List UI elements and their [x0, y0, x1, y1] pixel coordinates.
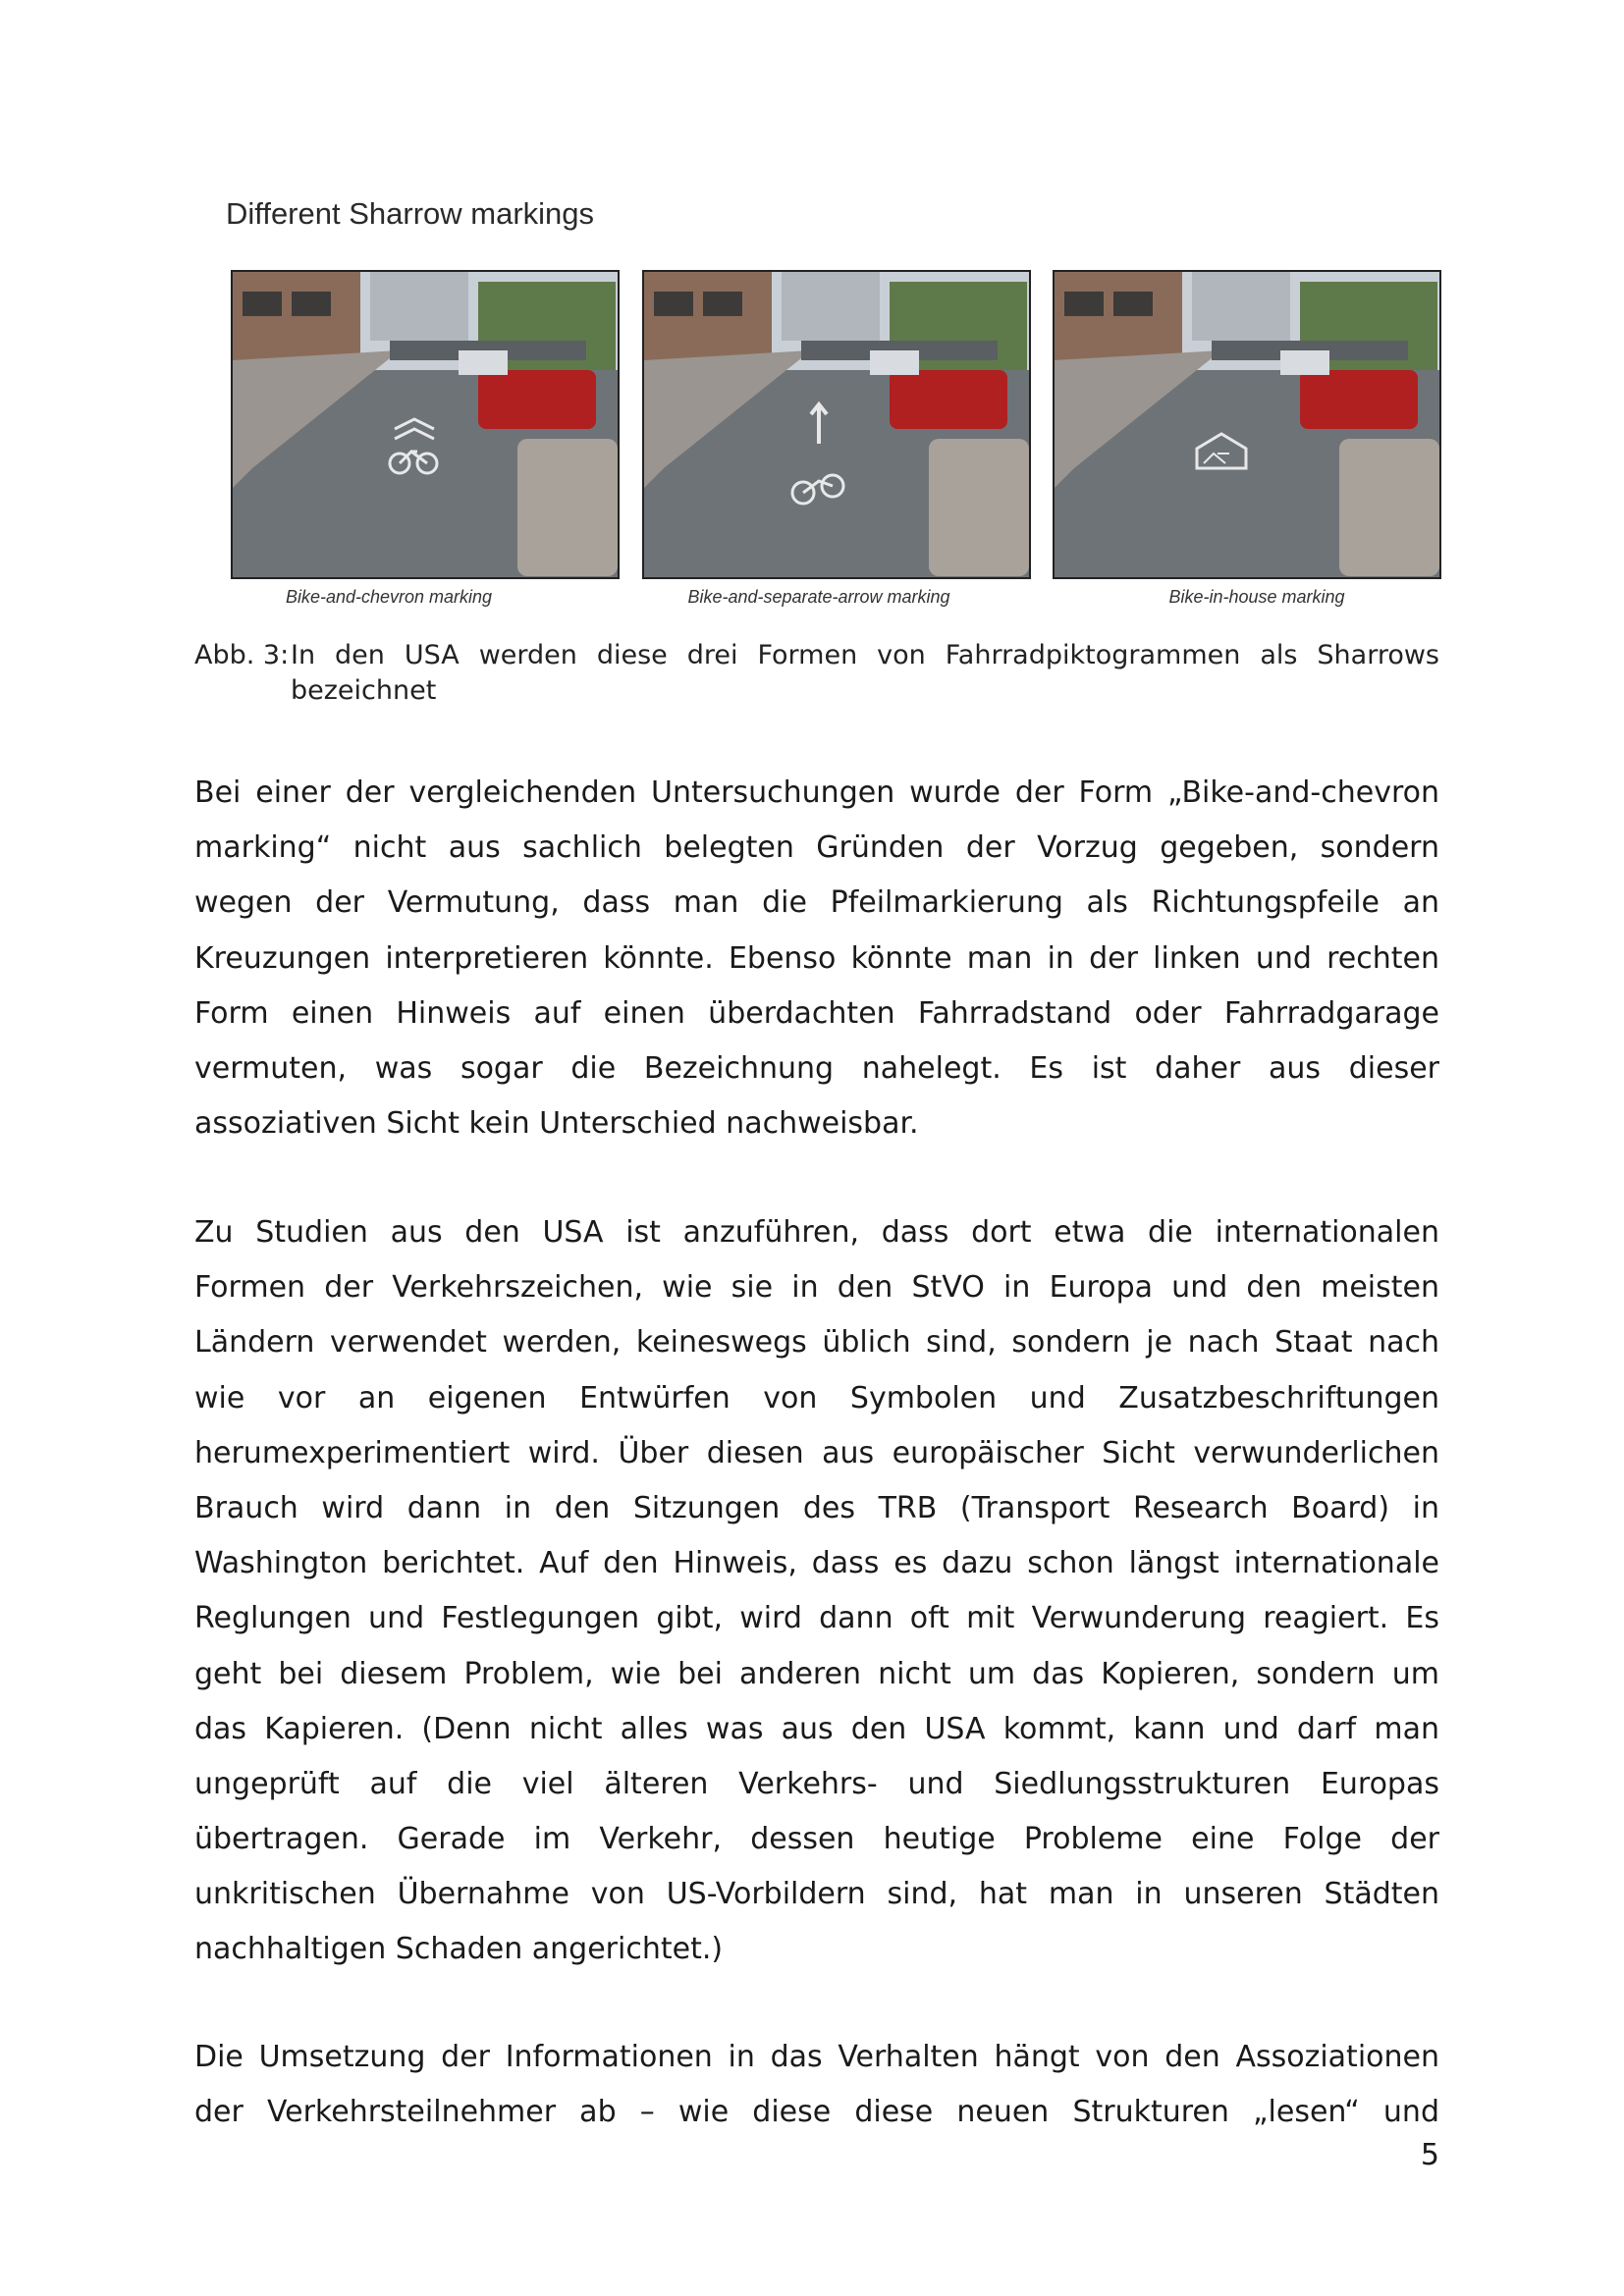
figure-caption-line: bezeichnet	[291, 675, 437, 706]
text-line: das Kapieren. (Denn nicht alles was aus den USA kommt, kann und darf man	[194, 1711, 1439, 1746]
text-line: Formen der Verkehrszeichen, wie sie in den StVO in Europa und den meisten	[194, 1270, 1439, 1306]
text-line: wegen der Vermutung, dass man die Pfeilmarkierung als Richtungspfeile an	[194, 885, 1439, 921]
text-line: herumexperimentiert wird. Über diesen aus europäischer Sicht verwunderlichen	[194, 1435, 1439, 1470]
text-line: Reglungen und Festlegungen gibt, wird dann oft mit Verwunderung reagiert. Es	[194, 1601, 1439, 1636]
text-line: Washington berichtet. Auf den Hinweis, dass es dazu schon längst internationale	[194, 1546, 1439, 1581]
text-line: Form einen Hinweis auf einen überdachten Fahrradstand oder Fahrradgarage	[194, 995, 1439, 1031]
photo-caption-arrow: Bike-and-separate-arrow marking	[687, 587, 950, 607]
street-photo-arrow	[642, 270, 1031, 579]
text-line: Bei einer der vergleichenden Untersuchungen wurde der Form „Bike-and-chevron	[194, 775, 1439, 810]
paragraph-1	[194, 766, 1439, 1151]
text-line: unkritischen Übernahme von US-Vorbildern sind, hat man in unseren Städten	[194, 1877, 1439, 1912]
street-photo-house	[1053, 270, 1441, 579]
text-line: der Verkehrsteilnehmer ab – wie diese diese neuen Strukturen „lesen“ und	[194, 2095, 1439, 2130]
photo-caption-chevron: Bike-and-chevron marking	[285, 587, 493, 607]
paragraph-3	[194, 2030, 1439, 2140]
page-number: 5	[1420, 2138, 1439, 2172]
figure-title: Different Sharrow markings	[226, 196, 595, 231]
text-line: assoziativen Sicht kein Unterschied nachweisbar.	[194, 1106, 919, 1142]
text-line: vermuten, was sogar die Bezeichnung nahelegt. Es ist daher aus dieser	[194, 1050, 1439, 1086]
figure-caption-line: In den USA werden diese drei Formen von Fahrradpiktogrammen als Sharrows	[291, 640, 1439, 670]
text-line: wie vor an eigenen Entwürfen von Symbolen und Zusatzbeschriftungen	[194, 1380, 1439, 1415]
paragraph-2	[194, 1205, 1439, 1978]
figure-caption-label: Abb. 3:	[194, 640, 290, 670]
text-line: nachhaltigen Schaden angerichtet.)	[194, 1932, 724, 1967]
text-line: Ländern verwendet werden, keineswegs üblich sind, sondern je nach Staat nach	[194, 1325, 1439, 1361]
text-line: Brauch wird dann in den Sitzungen des TRB (Transport Research Board) in	[194, 1490, 1439, 1525]
text-line: Die Umsetzung der Informationen in das Verhalten hängt von den Assoziationen	[194, 2040, 1439, 2074]
text-line: geht bei diesem Problem, wie bei anderen nicht um das Kopieren, sondern um	[194, 1656, 1439, 1691]
text-line: ungeprüft auf die viel älteren Verkehrs- und Siedlungsstrukturen Europas	[194, 1766, 1439, 1801]
text-line: Kreuzungen interpretieren könnte. Ebenso könnte man in der linken und rechten	[194, 940, 1439, 976]
text-line: marking“ nicht aus sachlich belegten Gründen der Vorzug gegeben, sondern	[194, 830, 1439, 866]
street-photo-chevron	[231, 270, 620, 579]
photo-caption-house: Bike-in-house marking	[1168, 587, 1345, 607]
text-line: Zu Studien aus den USA ist anzuführen, dass dort etwa die internationalen	[194, 1215, 1439, 1250]
text-line: übertragen. Gerade im Verkehr, dessen heutige Probleme eine Folge der	[194, 1822, 1439, 1857]
